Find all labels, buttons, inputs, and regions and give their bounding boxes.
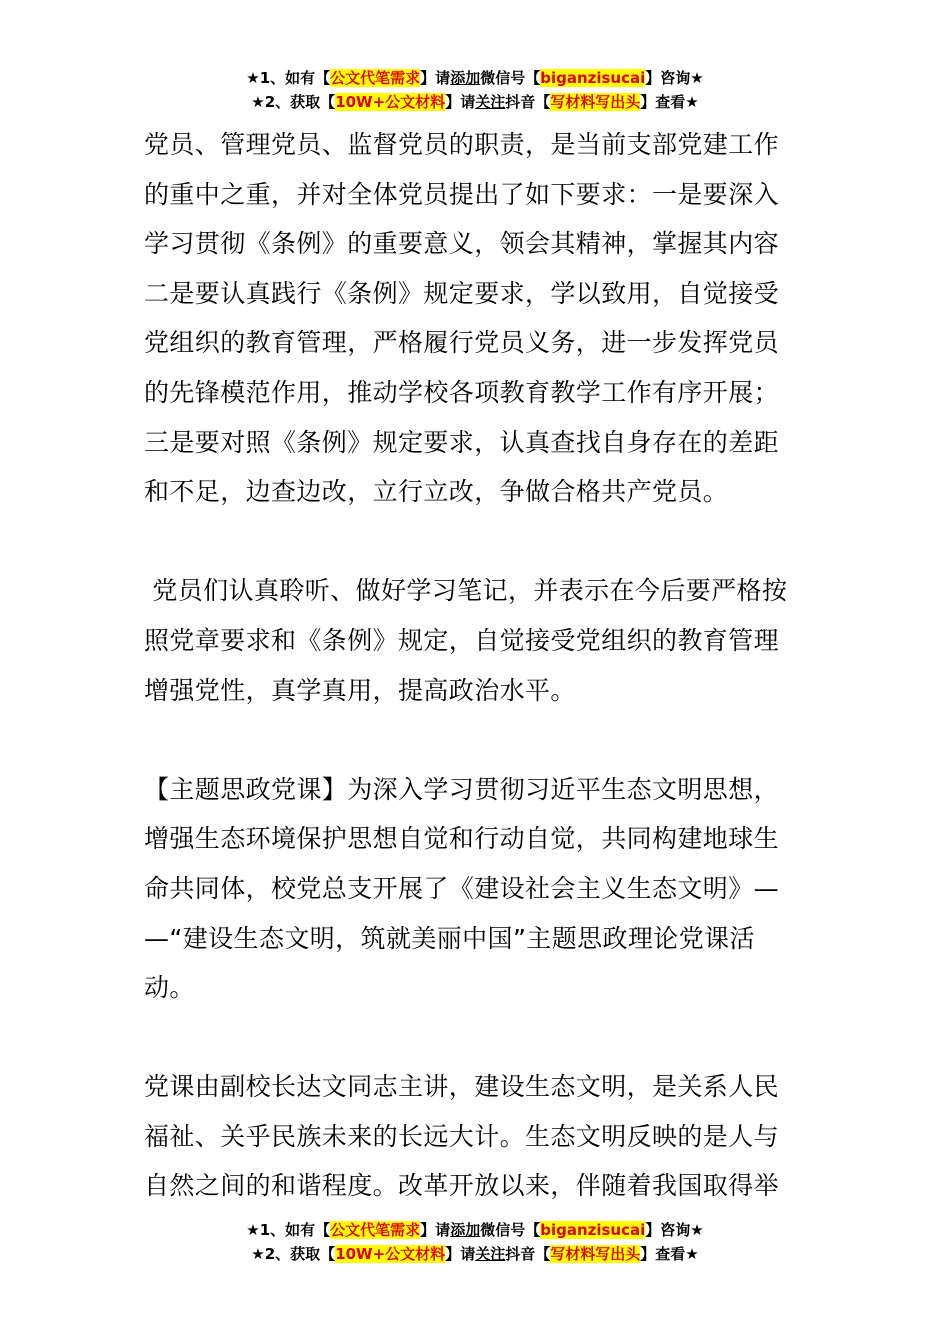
text-line: 三是要对照《条例》规定要求，认真查找自身存在的差距 <box>144 427 780 457</box>
paragraph-gap <box>144 517 808 567</box>
highlight-service: 公文代笔需求 <box>330 69 421 87</box>
text-line: 自然之间的和谐程度。改革开放以来，伴随着我国取得举 <box>144 1171 780 1201</box>
text-line: 党员们认真聆听、做好学习笔记，并表示在今后要严格按 <box>144 576 788 606</box>
highlight-wechat-id: biganzisucai <box>540 1221 646 1239</box>
banner-line-1: ★1、如有【公文代笔需求】请添加微信号【biganzisucai】咨询★ <box>246 1221 704 1239</box>
text-line: 【主题思政党课】为深入学习贯彻习近平生态文明思想， <box>144 774 780 804</box>
paragraph <box>144 120 808 517</box>
text-line: 和不足，边查边改，立行立改，争做合格共产党员。 <box>144 477 729 507</box>
paragraph <box>144 765 808 1013</box>
banner-line-2: ★2、获取【10W+公文材料】请关注抖音【写材料写出头】查看★ <box>251 1245 699 1263</box>
highlight-douyin-account: 写材料写出头 <box>550 93 641 111</box>
document-body <box>144 120 808 1211</box>
text-line: —“建设生态文明，筑就美丽中国”主题思政理论党课活 <box>144 923 755 953</box>
text-line: 党员、管理党员、监督党员的职责，是当前支部党建工作 <box>144 130 780 159</box>
text-line: 增强生态环境保护思想自觉和行动自觉，共同构建地球生 <box>144 824 780 854</box>
text-line: 的先锋模范作用，推动学校各项教育教学工作有序开展； <box>144 377 780 407</box>
text-line: 照党章要求和《条例》规定，自觉接受党组织的教育管理 <box>144 625 780 655</box>
text-line: 增强党性，真学真用，提高政治水平。 <box>144 675 576 705</box>
text-line: 动。 <box>144 973 195 1003</box>
highlight-materials: 10W+公文材料 <box>335 1245 446 1263</box>
footer-banner <box>0 1218 950 1266</box>
paragraph <box>144 1062 808 1211</box>
paragraph <box>144 566 808 715</box>
text-line: 的重中之重，并对全体党员提出了如下要求：一是要深入 <box>144 179 780 209</box>
paragraph-gap <box>144 715 808 765</box>
text-line: 福祉、关乎民族未来的长远大计。生态文明反映的是人与 <box>144 1121 780 1151</box>
banner-line-2: ★2、获取【10W+公文材料】请关注抖音【写材料写出头】查看★ <box>251 93 699 111</box>
text-line: 命共同体，校党总支开展了《建设社会主义生态文明》— <box>144 873 780 903</box>
highlight-douyin-account: 写材料写出头 <box>550 1245 641 1263</box>
text-line: 学习贯彻《条例》的重要意义，领会其精神，掌握其内容 <box>144 229 780 259</box>
text-line: 党课由副校长达文同志主讲，建设生态文明，是关系人民 <box>144 1072 780 1102</box>
text-line: 党组织的教育管理，严格履行党员义务，进一步发挥党员 <box>144 328 780 358</box>
paragraph-gap <box>144 1013 808 1063</box>
highlight-service: 公文代笔需求 <box>330 1221 421 1239</box>
highlight-wechat-id: biganzisucai <box>540 69 646 87</box>
highlight-materials: 10W+公文材料 <box>335 93 446 111</box>
header-banner <box>0 66 950 114</box>
banner-line-1: ★1、如有【公文代笔需求】请添加微信号【biganzisucai】咨询★ <box>246 69 704 87</box>
text-line: 二是要认真践行《条例》规定要求，学以致用，自觉接受 <box>144 278 780 308</box>
